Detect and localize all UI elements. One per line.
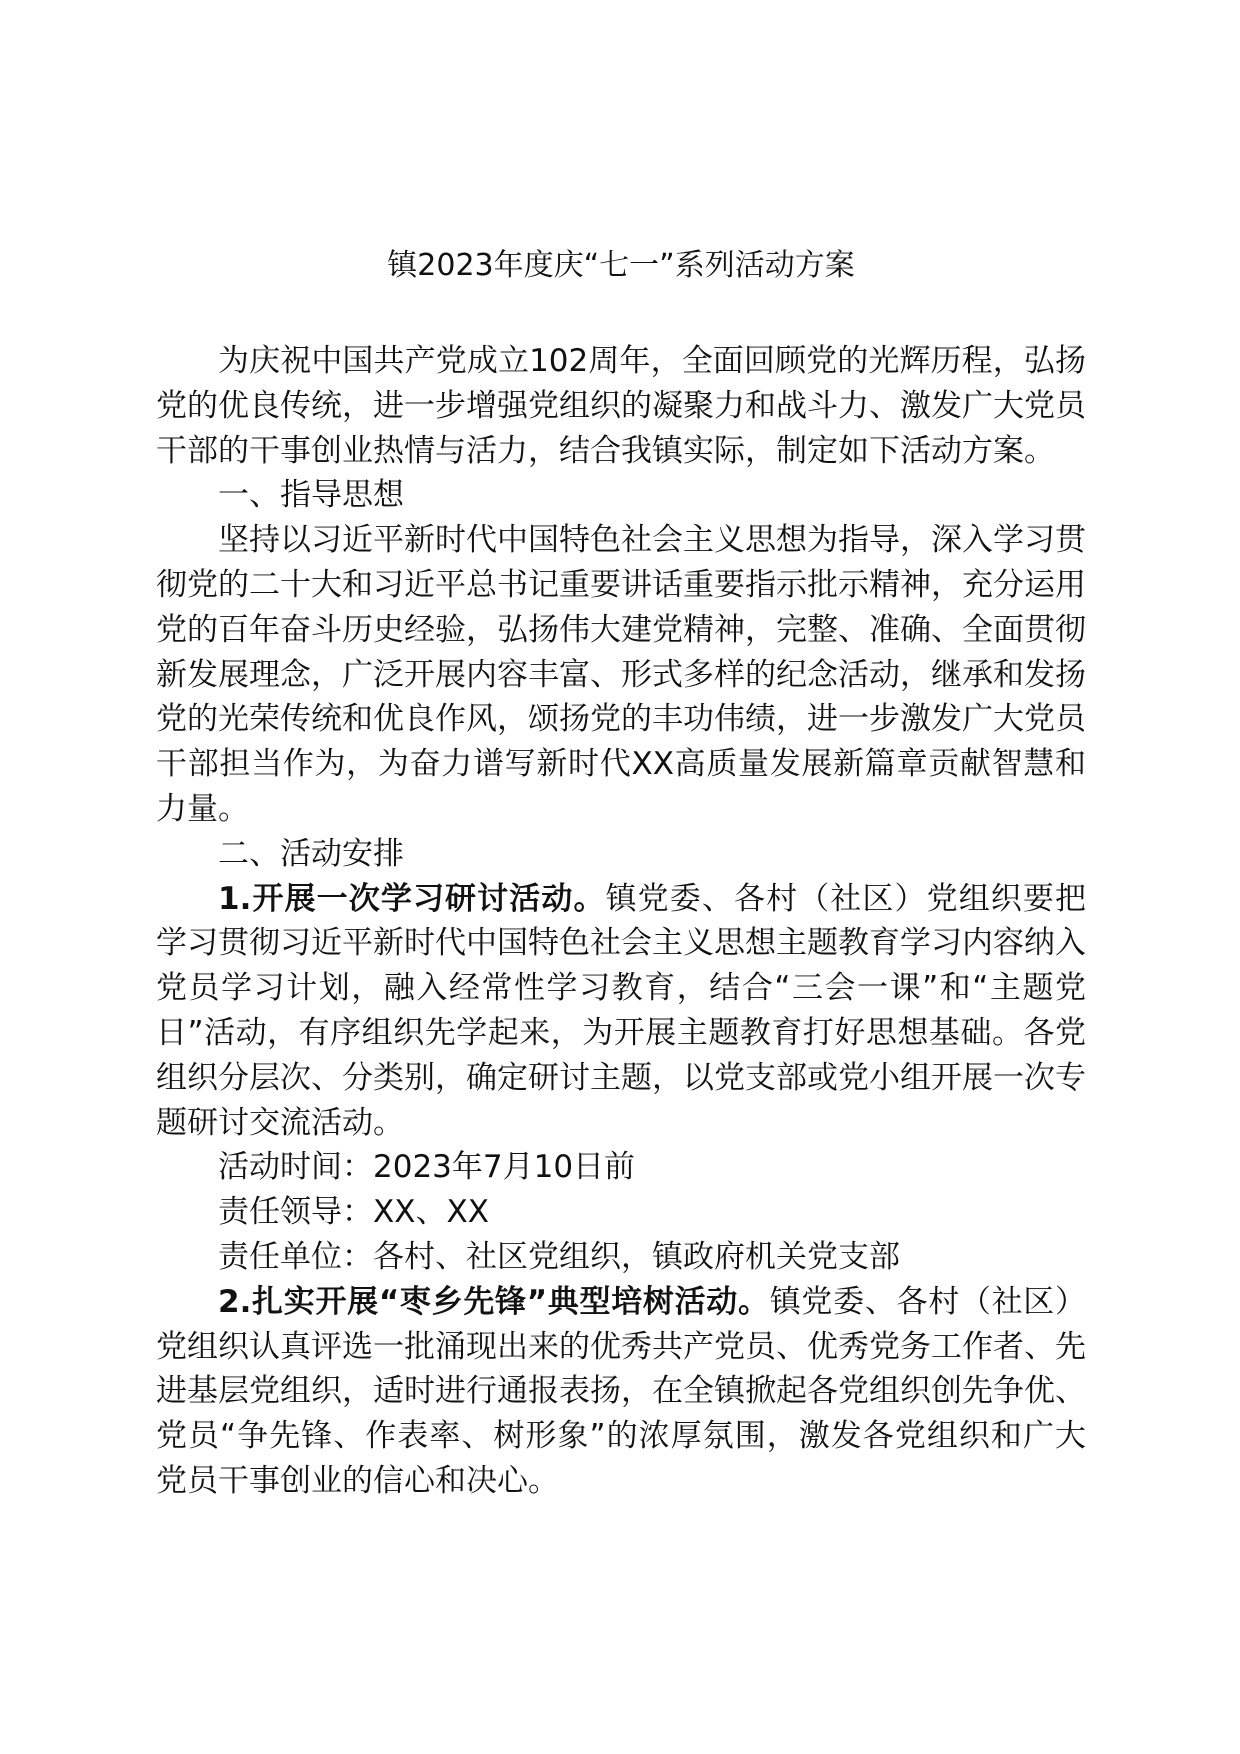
activity-item-1-body: 镇党委、各村（社区）党组织要把学习贯彻习近平新时代中国特色社会主义思想主题教育学习内容纳入党员学习计划，融入经常性学习教育，结合“三会一课”和“主题党日”活动，有序组织先学起来，为开展主题教育打好思想基础。各党组织分层次、分类别，确定研讨主题，以党支部或党小组开展一次专题研讨交流活动。: [156, 880, 1086, 1141]
section-heading-guiding-ideology: 一、指导思想: [218, 477, 404, 514]
activity-item-2: [156, 1280, 1086, 1504]
activity-item-1-leader: 责任领导：XX、XX: [218, 1194, 489, 1231]
activity-item-2-lead: 2.扎实开展“枣乡先锋”典型培树活动。: [218, 1283, 770, 1320]
document-title: 镇2023年度庆“七一”系列活动方案: [387, 248, 855, 283]
activity-item-1-lead: 1.开展一次学习研讨活动。: [218, 880, 606, 917]
intro-paragraph: 为庆祝中国共产党成立102周年，全面回顾党的光辉历程，弘扬党的优良传统，进一步增强党组织的凝聚力和战斗力、激发广大党员干部的干事创业热情与活力，结合我镇实际，制定如下活动方案。: [156, 343, 1086, 469]
activity-item-1-time: 活动时间：2023年7月10日前: [218, 1149, 636, 1186]
activity-item-2-body: 镇党委、各村（社区）党组织认真评选一批涌现出来的优秀共产党员、优秀党务工作者、先进基层党组织，适时进行通报表扬，在全镇掀起各党组织创先争优、党员“争先锋、作表率、树形象”的浓厚氛围，激发各党组织和广大党员干事创业的信心和决心。: [156, 1283, 1087, 1499]
document-page: [156, 238, 1086, 1504]
section-heading-activity-arrangement: 二、活动安排: [218, 835, 404, 872]
activity-item-1: [156, 877, 1086, 1146]
activity-item-1-unit: 责任单位：各村、社区党组织，镇政府机关党支部: [218, 1238, 900, 1275]
guiding-ideology-paragraph: 坚持以习近平新时代中国特色社会主义思想为指导，深入学习贯彻党的二十大和习近平总书记重要讲话重要指示批示精神，充分运用党的百年奋斗历史经验，弘扬伟大建党精神，完整、准确、全面贯彻新发展理念，广泛开展内容丰富、形式多样的纪念活动，继承和发扬党的光荣传统和优良作风，颂扬党的丰功伟绩，进一步激发广大党员干部担当作为，为奋力谱写新时代XX高质量发展新篇章贡献智慧和力量。: [156, 522, 1086, 827]
